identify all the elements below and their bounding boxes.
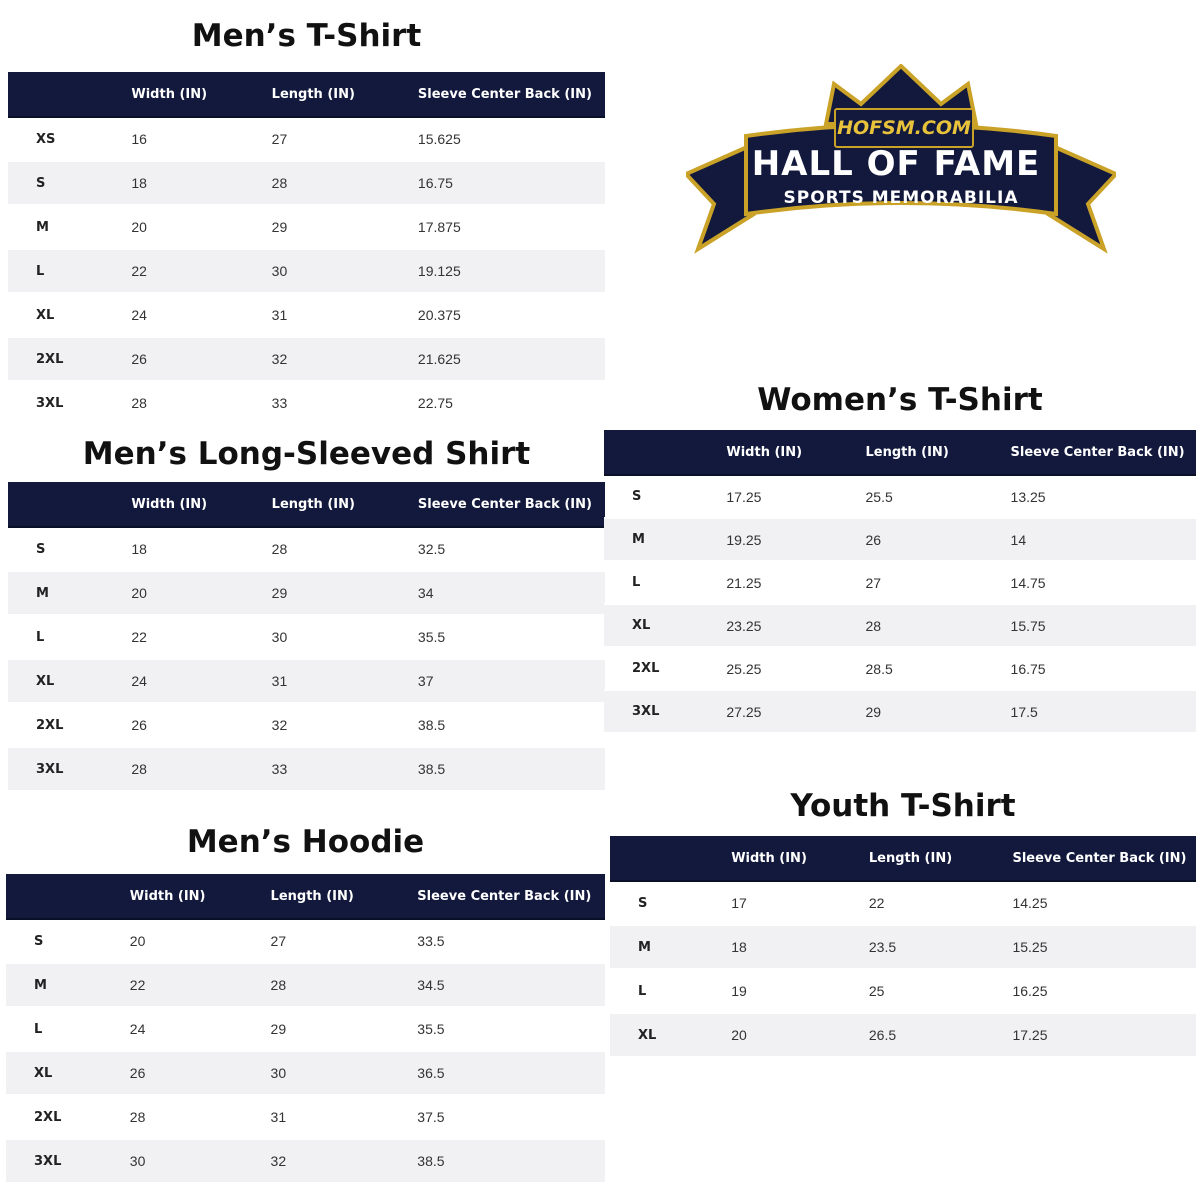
measurement-cell: 29 — [862, 690, 1007, 733]
table-row — [8, 703, 605, 747]
size-cell: S — [8, 527, 127, 571]
measurement-cell: 17 — [727, 881, 865, 925]
measurement-cell: 28.5 — [862, 647, 1007, 690]
size-table — [8, 482, 605, 792]
measurement-cell: 16 — [127, 117, 267, 161]
table-row — [8, 747, 605, 791]
table-row — [8, 659, 605, 703]
table-row — [604, 518, 1196, 561]
measurement-cell: 29 — [268, 571, 414, 615]
size-cell: 2XL — [8, 703, 127, 747]
table-row — [8, 117, 605, 161]
measurement-cell: 14 — [1007, 518, 1196, 561]
logo-sub-text: SPORTS MEMORABILIA — [783, 188, 1019, 208]
size-cell: 3XL — [8, 747, 127, 791]
measurement-cell: 26.5 — [865, 1013, 1009, 1057]
size-cell: 2XL — [6, 1095, 126, 1139]
measurement-cell: 26 — [127, 703, 267, 747]
measurement-cell: 24 — [126, 1007, 267, 1051]
measurement-cell: 17.25 — [722, 475, 861, 518]
measurement-cell: 26 — [126, 1051, 267, 1095]
measurement-cell: 38.5 — [413, 1139, 605, 1183]
column-header: Width (IN) — [126, 874, 267, 919]
header-row — [610, 836, 1196, 881]
measurement-cell: 20 — [727, 1013, 865, 1057]
table-row — [6, 963, 605, 1007]
measurement-cell: 26 — [862, 518, 1007, 561]
measurement-cell: 15.25 — [1008, 925, 1196, 969]
measurement-cell: 18 — [727, 925, 865, 969]
size-table — [610, 836, 1196, 1058]
mens-tshirt-section — [8, 0, 605, 430]
size-table — [6, 874, 605, 1184]
measurement-cell: 25 — [865, 969, 1009, 1013]
column-header: Length (IN) — [862, 430, 1007, 475]
table-row — [610, 881, 1196, 925]
measurement-cell: 20 — [127, 571, 267, 615]
measurement-cell: 16.75 — [1007, 647, 1196, 690]
measurement-cell: 27 — [862, 561, 1007, 604]
size-table — [604, 430, 1196, 734]
size-cell: M — [610, 925, 727, 969]
measurement-cell: 28 — [126, 1095, 267, 1139]
measurement-cell: 15.625 — [414, 117, 605, 161]
column-header: Sleeve Center Back (IN) — [414, 482, 605, 527]
size-cell: S — [8, 161, 127, 205]
size-cell: XL — [604, 604, 722, 647]
header-row — [6, 874, 605, 919]
size-cell: XS — [8, 117, 127, 161]
size-cell: M — [8, 571, 127, 615]
column-header — [8, 72, 127, 117]
measurement-cell: 35.5 — [413, 1007, 605, 1051]
measurement-cell: 28 — [127, 747, 267, 791]
table-row — [8, 161, 605, 205]
table-row — [8, 571, 605, 615]
measurement-cell: 30 — [268, 249, 414, 293]
measurement-cell: 24 — [127, 659, 267, 703]
section-title: Men’s T-Shirt — [191, 18, 422, 54]
table-row — [610, 925, 1196, 969]
measurement-cell: 24 — [127, 293, 267, 337]
table-row — [8, 205, 605, 249]
measurement-cell: 17.875 — [414, 205, 605, 249]
size-cell: 2XL — [8, 337, 127, 381]
measurement-cell: 30 — [126, 1139, 267, 1183]
column-header: Length (IN) — [268, 72, 414, 117]
table-row — [8, 249, 605, 293]
measurement-cell: 19.125 — [414, 249, 605, 293]
logo-main-text: HALL OF FAME — [751, 144, 1041, 184]
size-table — [8, 72, 605, 426]
measurement-cell: 27 — [268, 117, 414, 161]
size-cell: L — [8, 615, 127, 659]
table-row — [8, 381, 605, 425]
size-cell: 3XL — [8, 381, 127, 425]
measurement-cell: 32 — [268, 337, 414, 381]
column-header: Width (IN) — [727, 836, 865, 881]
header-row — [8, 482, 605, 527]
header-row — [8, 72, 605, 117]
measurement-cell: 38.5 — [414, 747, 605, 791]
measurement-cell: 32 — [267, 1139, 414, 1183]
column-header: Length (IN) — [865, 836, 1009, 881]
measurement-cell: 26 — [127, 337, 267, 381]
youth-tshirt-section — [610, 772, 1196, 1072]
measurement-cell: 19 — [727, 969, 865, 1013]
measurement-cell: 21.625 — [414, 337, 605, 381]
size-cell: XL — [8, 659, 127, 703]
section-title: Youth T-Shirt — [790, 788, 1016, 824]
size-cell: S — [6, 919, 126, 963]
section-title: Women’s T-Shirt — [757, 382, 1043, 418]
measurement-cell: 25.5 — [862, 475, 1007, 518]
measurement-cell: 18 — [127, 161, 267, 205]
table-row — [604, 604, 1196, 647]
table-row — [6, 1007, 605, 1051]
size-cell: 3XL — [6, 1139, 126, 1183]
column-header: Width (IN) — [127, 482, 267, 527]
size-cell: XL — [8, 293, 127, 337]
measurement-cell: 25.25 — [722, 647, 861, 690]
measurement-cell: 28 — [127, 381, 267, 425]
measurement-cell: 14.25 — [1008, 881, 1196, 925]
measurement-cell: 16.75 — [414, 161, 605, 205]
mens-hoodie-section — [6, 808, 605, 1188]
size-cell: L — [8, 249, 127, 293]
measurement-cell: 30 — [268, 615, 414, 659]
column-header: Sleeve Center Back (IN) — [413, 874, 605, 919]
measurement-cell: 31 — [267, 1095, 414, 1139]
measurement-cell: 31 — [268, 659, 414, 703]
measurement-cell: 35.5 — [414, 615, 605, 659]
measurement-cell: 28 — [267, 963, 414, 1007]
measurement-cell: 34.5 — [413, 963, 605, 1007]
measurement-cell: 23.25 — [722, 604, 861, 647]
measurement-cell: 14.75 — [1007, 561, 1196, 604]
measurement-cell: 29 — [268, 205, 414, 249]
size-cell: XL — [610, 1013, 727, 1057]
table-row — [8, 293, 605, 337]
size-cell: M — [6, 963, 126, 1007]
column-header: Sleeve Center Back (IN) — [1008, 836, 1196, 881]
table-row — [610, 969, 1196, 1013]
column-header: Width (IN) — [127, 72, 267, 117]
hofsm-logo — [686, 64, 1116, 254]
measurement-cell: 33 — [268, 747, 414, 791]
logo-domain: HOFSM.COM — [834, 108, 974, 148]
column-header — [604, 430, 722, 475]
column-header: Sleeve Center Back (IN) — [414, 72, 605, 117]
size-cell: L — [6, 1007, 126, 1051]
table-row — [610, 1013, 1196, 1057]
measurement-cell: 13.25 — [1007, 475, 1196, 518]
measurement-cell: 15.75 — [1007, 604, 1196, 647]
measurement-cell: 33 — [268, 381, 414, 425]
measurement-cell: 22 — [865, 881, 1009, 925]
measurement-cell: 18 — [127, 527, 267, 571]
size-cell: 3XL — [604, 690, 722, 733]
size-cell: L — [604, 561, 722, 604]
measurement-cell: 27 — [267, 919, 414, 963]
measurement-cell: 20.375 — [414, 293, 605, 337]
mens-longsleeve-section — [8, 420, 605, 800]
measurement-cell: 30 — [267, 1051, 414, 1095]
size-cell: S — [604, 475, 722, 518]
table-row — [604, 475, 1196, 518]
measurement-cell: 21.25 — [722, 561, 861, 604]
section-title: Men’s Long-Sleeved Shirt — [82, 436, 531, 472]
measurement-cell: 20 — [127, 205, 267, 249]
size-cell: S — [610, 881, 727, 925]
size-cell: L — [610, 969, 727, 1013]
column-header: Length (IN) — [267, 874, 414, 919]
measurement-cell: 28 — [268, 527, 414, 571]
measurement-cell: 31 — [268, 293, 414, 337]
measurement-cell: 22 — [127, 249, 267, 293]
section-title: Men’s Hoodie — [186, 824, 425, 860]
measurement-cell: 16.25 — [1008, 969, 1196, 1013]
table-row — [6, 1095, 605, 1139]
table-row — [6, 1139, 605, 1183]
table-row — [604, 690, 1196, 733]
womens-tshirt-section — [604, 366, 1196, 746]
measurement-cell: 22 — [126, 963, 267, 1007]
table-row — [8, 337, 605, 381]
table-row — [604, 647, 1196, 690]
column-header — [6, 874, 126, 919]
measurement-cell: 34 — [414, 571, 605, 615]
measurement-cell: 37 — [414, 659, 605, 703]
measurement-cell: 23.5 — [865, 925, 1009, 969]
measurement-cell: 32 — [268, 703, 414, 747]
measurement-cell: 36.5 — [413, 1051, 605, 1095]
measurement-cell: 19.25 — [722, 518, 861, 561]
measurement-cell: 22 — [127, 615, 267, 659]
table-row — [6, 1051, 605, 1095]
measurement-cell: 28 — [268, 161, 414, 205]
measurement-cell: 33.5 — [413, 919, 605, 963]
measurement-cell: 17.5 — [1007, 690, 1196, 733]
table-row — [8, 527, 605, 571]
table-row — [6, 919, 605, 963]
column-header: Width (IN) — [722, 430, 861, 475]
column-header: Length (IN) — [268, 482, 414, 527]
table-row — [604, 561, 1196, 604]
header-row — [604, 430, 1196, 475]
measurement-cell: 28 — [862, 604, 1007, 647]
measurement-cell: 22.75 — [414, 381, 605, 425]
measurement-cell: 27.25 — [722, 690, 861, 733]
measurement-cell: 32.5 — [414, 527, 605, 571]
table-row — [8, 615, 605, 659]
measurement-cell: 38.5 — [414, 703, 605, 747]
measurement-cell: 17.25 — [1008, 1013, 1196, 1057]
measurement-cell: 20 — [126, 919, 267, 963]
size-cell: XL — [6, 1051, 126, 1095]
size-cell: M — [8, 205, 127, 249]
column-header: Sleeve Center Back (IN) — [1007, 430, 1196, 475]
column-header — [610, 836, 727, 881]
measurement-cell: 29 — [267, 1007, 414, 1051]
measurement-cell: 37.5 — [413, 1095, 605, 1139]
column-header — [8, 482, 127, 527]
size-cell: M — [604, 518, 722, 561]
size-cell: 2XL — [604, 647, 722, 690]
